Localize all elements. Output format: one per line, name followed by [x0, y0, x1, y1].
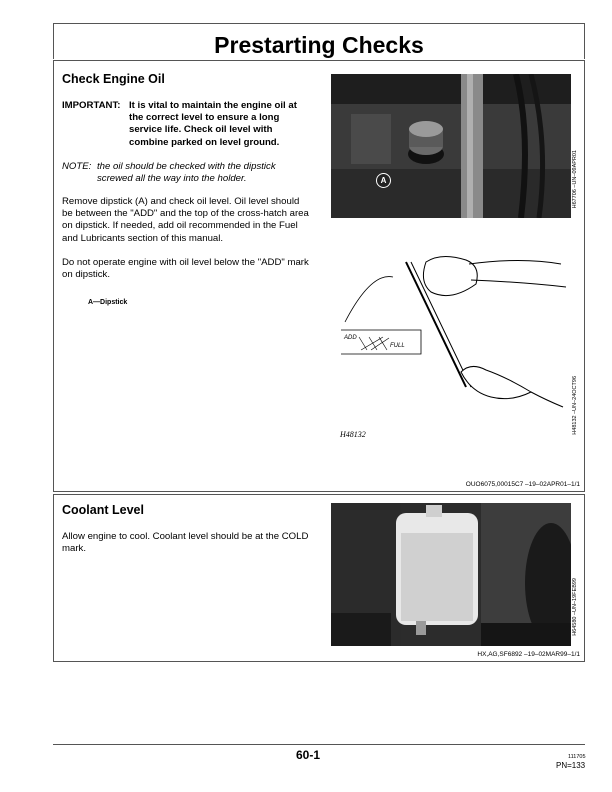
- dipstick-add-label: ADD: [344, 335, 357, 341]
- page-title: Prestarting Checks: [214, 32, 424, 58]
- drawing-label: H48132: [340, 430, 366, 439]
- footer-rule: [53, 744, 585, 745]
- note-text: the oil should be checked with the dipstick screwed all the way into the holder.: [97, 161, 276, 185]
- coolant-footer-code: HX,AG,SF6892 –19–02MAR99–1/1: [477, 651, 580, 658]
- engine-photo-id: H67706 –UN–09APR01: [572, 150, 578, 209]
- note-label: NOTE:: [62, 161, 92, 172]
- dipstick-drawing: [331, 252, 571, 446]
- part-number: PN=133: [556, 761, 586, 770]
- oil-warning: Do not operate engine with oil level below the "ADD" mark on dipstick.: [62, 257, 309, 281]
- important-label: IMPORTANT:: [62, 100, 121, 111]
- coolant-photo: [331, 503, 571, 646]
- important-text: It is vital to maintain the engine oil at the correct level to ensure a long service life. Check oil level with combine parked on level ground.: [129, 100, 297, 148]
- oil-instructions: Remove dipstick (A) and check oil level. Oil level should be between the "ADD" and the top of the cross-hatch area on dipstick. If needed, add oil recommended in the Fuel and Lubricants section of this manual.: [62, 196, 309, 244]
- engine-oil-title: Check Engine Oil: [62, 72, 165, 86]
- coolant-title: Coolant Level: [62, 503, 144, 517]
- engine-photo: [331, 74, 571, 218]
- page-number: 60-1: [296, 748, 321, 762]
- coolant-text: Allow engine to cool. Coolant level should be at the COLD mark.: [62, 531, 309, 555]
- drawing-id: H48132 –UN–24OCT96: [572, 376, 578, 435]
- dipstick-full-label: FULL: [390, 343, 405, 349]
- engine-oil-footer-code: OUO6075,00015C7 –19–02APR01–1/1: [465, 481, 580, 488]
- coolant-photo-id: H64580 –UN–19FEB99: [572, 578, 578, 636]
- dipstick-legend: A—Dipstick: [88, 299, 128, 306]
- callout-a: A: [376, 173, 391, 188]
- date-code: 111705: [568, 754, 586, 760]
